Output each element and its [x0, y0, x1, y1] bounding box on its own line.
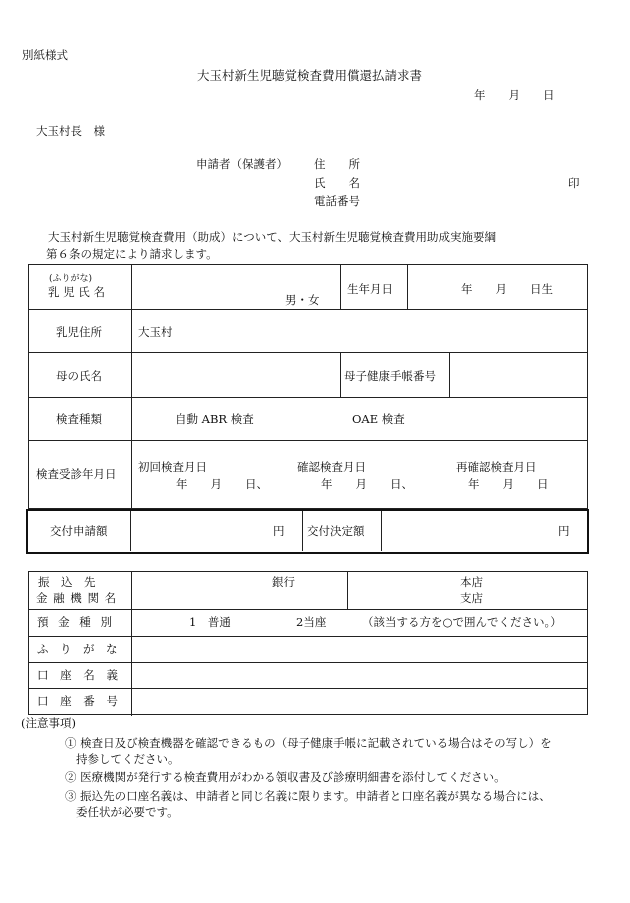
deposit-option-regular[interactable]: 1 普通 [189, 615, 231, 629]
bank-table [28, 571, 588, 715]
exam-type-oae[interactable]: OAE 検査 [352, 412, 405, 426]
note-1-line-1: ① 検査日及び検査機器を確認できるもの（母子健康手帳に記載されている場合はその写し）を [65, 736, 552, 750]
reconfirm-exam-label: 再確認検査月日 [456, 460, 537, 474]
transfer-label-2: 金 融 機 関 名 [36, 591, 118, 605]
intro-line-2: 第６条の規定により請求します。 [46, 247, 218, 261]
exam-type-abr[interactable]: 自動 ABR 検査 [175, 412, 254, 426]
note-3-line-2: 委任状が必要です。 [76, 805, 179, 819]
gender-option[interactable]: 男・女 [285, 293, 320, 307]
applicant-name-label: 氏 名 [314, 176, 360, 190]
amount-row [26, 509, 589, 554]
account-furigana-label: ふ り が な [37, 642, 118, 656]
mother-handbook-label: 母子健康手帳番号 [344, 369, 436, 383]
account-name-label: 口 座 名 義 [37, 668, 122, 682]
furigana-label: (ふりがな) [49, 274, 93, 284]
account-number-label: 口 座 番 号 [37, 694, 122, 708]
deposit-option-current[interactable]: 2当座 [296, 615, 327, 629]
note-3-line-1: ③ 振込先の口座名義は、申請者と同じ名義に限ります。申請者と口座名義が異なる場合には、 [65, 789, 551, 803]
first-exam-label: 初回検査月日 [138, 460, 207, 474]
note-1-line-2: 持参してください。 [76, 752, 180, 766]
applicant-phone-label: 電話番号 [314, 194, 360, 208]
notes-title: (注意事項) [21, 716, 76, 730]
seal-mark: 印 [568, 176, 580, 190]
confirm-exam-date: 年 月 日、 [321, 477, 413, 491]
branch-office: 支店 [460, 591, 483, 605]
applicant-role: 申請者（保護者） [196, 157, 288, 171]
decided-amount-label: 交付決定額 [307, 524, 365, 538]
reconfirm-exam-date: 年 月 日 [468, 477, 549, 491]
infant-address-value: 大玉村 [138, 325, 173, 339]
deposit-note: （該当する方を○で囲んでください。） [362, 615, 562, 629]
birth-date-label: 生年月日 [347, 282, 393, 296]
mother-name-label: 母の氏名 [56, 369, 102, 383]
form-title: 大玉村新生児聴覚検査費用償還払請求書 [197, 68, 423, 83]
application-table [28, 264, 588, 509]
applicant-address-label: 住 所 [314, 157, 360, 171]
request-amount-label: 交付申請額 [50, 524, 108, 538]
transfer-label-1: 振 込 先 [38, 575, 96, 589]
deposit-type-label: 預 金 種 別 [37, 615, 115, 629]
head-office: 本店 [460, 575, 483, 589]
note-2: ② 医療機関が発行する検査費用がわかる領収書及び診療明細書を添付してください。 [65, 770, 506, 784]
confirm-exam-label: 確認検査月日 [297, 460, 366, 474]
bank-suffix: 銀行 [272, 575, 295, 589]
birth-date-value: 年 月 日生 [461, 282, 553, 296]
date-line: 年 月 日 [474, 88, 555, 102]
infant-name-label: 乳 児 氏 名 [48, 285, 105, 299]
form-label: 別紙様式 [22, 48, 68, 62]
request-amount-yen: 円 [273, 524, 285, 538]
exam-type-label: 検査種類 [56, 412, 102, 426]
decided-amount-yen: 円 [558, 524, 570, 538]
intro-line-1: 大玉村新生児聴覚検査費用（助成）について、大玉村新生児聴覚検査費用助成実施要綱 [48, 230, 497, 244]
exam-date-label: 検査受診年月日 [36, 467, 117, 481]
first-exam-date: 年 月 日、 [176, 477, 268, 491]
infant-address-label: 乳児住所 [56, 325, 102, 339]
addressee: 大玉村長 様 [36, 124, 105, 138]
